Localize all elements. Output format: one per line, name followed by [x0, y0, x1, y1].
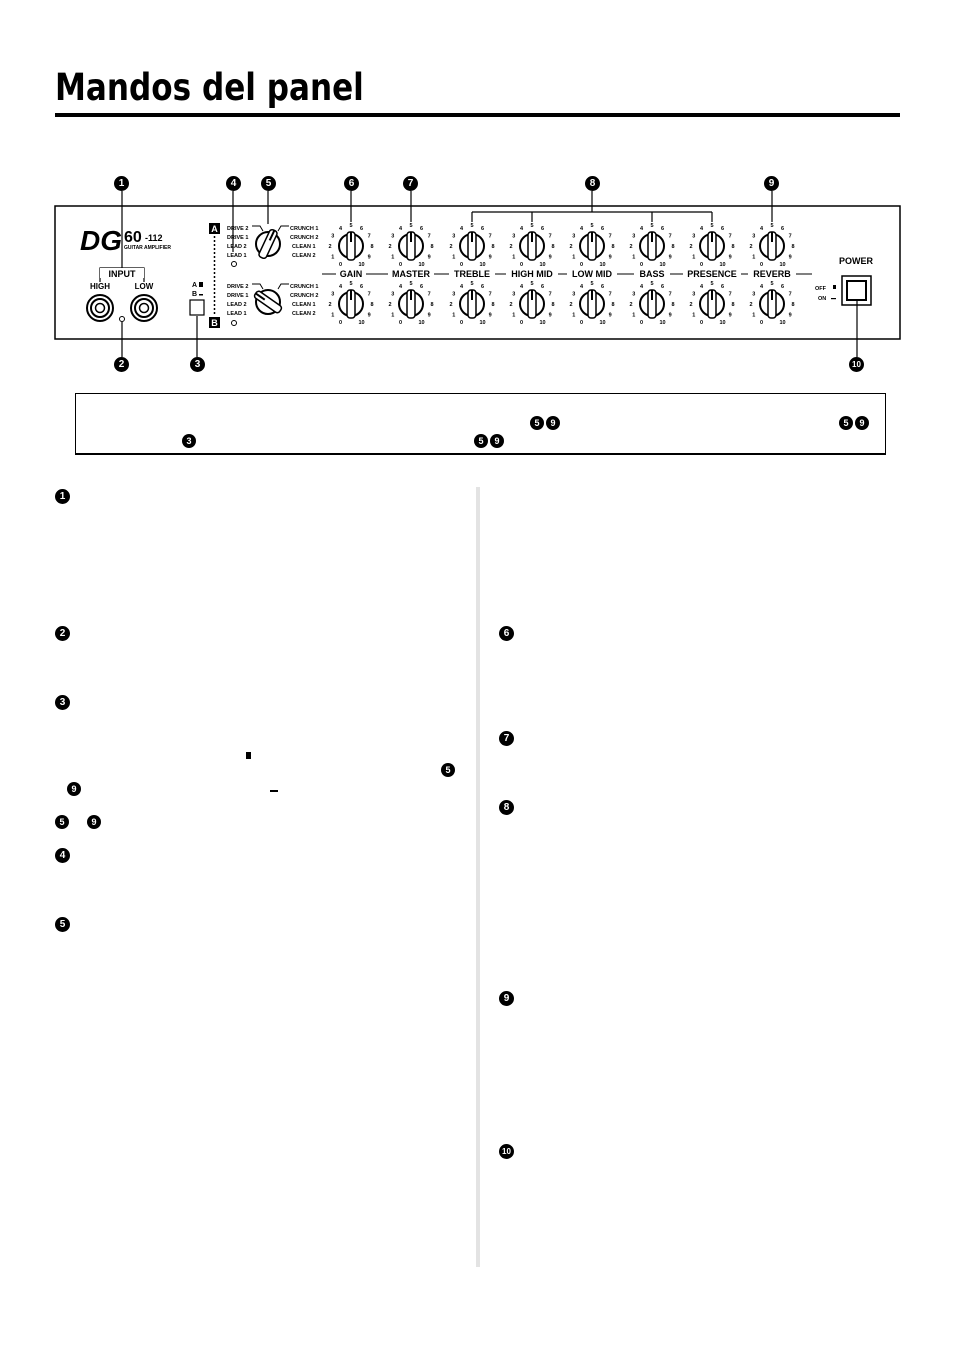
- knob-scale-number: 0: [699, 262, 704, 269]
- svg-text:PRESENCE: PRESENCE: [687, 269, 737, 279]
- mode-a-clean2: CLEAN 2: [292, 253, 316, 259]
- section-2-marker: 2: [55, 626, 70, 641]
- knob-scale-number: 6: [600, 283, 605, 290]
- knob-scale-number: 10: [479, 262, 486, 269]
- note-ref-5c: 5: [474, 434, 488, 448]
- mode-b-drive1: DRIVE 1: [227, 293, 249, 299]
- knob-scale-number: 0: [579, 262, 584, 269]
- knob-scale-number: 4: [579, 283, 584, 290]
- knob-scale-number: 2: [569, 244, 573, 250]
- note-ref-9a: 9: [546, 416, 560, 430]
- knob-scale-number: 0: [759, 320, 764, 327]
- knob-scale-number: 8: [430, 302, 434, 308]
- knob-scale-number: 0: [338, 320, 343, 327]
- knob-scale-number: 4: [639, 225, 644, 232]
- knob-scale-number: 4: [639, 283, 644, 290]
- knob-scale-number: 3: [512, 291, 516, 298]
- knob-label-low-mid: [567, 268, 617, 280]
- knob-scale-number: 5: [650, 223, 654, 229]
- callout-10-bottom: 10: [849, 357, 864, 372]
- knob-scale-number: 5: [590, 223, 594, 229]
- column-divider: [476, 487, 480, 1267]
- knob-scale-number: 3: [572, 291, 576, 298]
- knob-scale-number: 8: [791, 244, 795, 250]
- knob-scale-number: 7: [488, 291, 492, 298]
- knob-scale-number: 1: [692, 312, 696, 319]
- channel-b-badge: B: [211, 318, 218, 328]
- note-ref-9c: 9: [490, 434, 504, 448]
- knob-scale-number: 4: [398, 283, 403, 290]
- knob-scale-number: 1: [632, 312, 636, 319]
- knob-label-treble: [449, 268, 495, 280]
- knob-scale-number: 10: [779, 320, 786, 327]
- knob-scale-number: 2: [689, 302, 693, 308]
- knob-scale-number: 1: [572, 312, 576, 319]
- callout-2-bottom: 2: [114, 357, 129, 372]
- channel-a-led: [232, 262, 237, 267]
- knob-scale-number: 8: [731, 302, 735, 308]
- knob-scale-number: 8: [491, 302, 495, 308]
- knob-bottom-reverb[interactable]: [749, 281, 794, 326]
- knob-scale-number: 6: [359, 225, 364, 232]
- mode-b-lead1: LEAD 1: [227, 311, 247, 317]
- knob-scale-number: 5: [590, 281, 594, 287]
- knob-top-master[interactable]: [388, 223, 433, 268]
- knob-scale-number: 2: [388, 244, 392, 250]
- note-ref-3: 3: [182, 434, 196, 448]
- knob-scale-number: 10: [719, 262, 726, 269]
- knob-scale-number: 9: [548, 254, 552, 261]
- knob-top-presence[interactable]: [689, 223, 734, 268]
- knob-scale-number: 9: [608, 254, 612, 261]
- knob-scale-number: 9: [367, 312, 371, 319]
- knob-scale-number: 7: [548, 291, 552, 298]
- jack-high[interactable]: [87, 295, 113, 321]
- knob-scale-number: 2: [328, 302, 332, 308]
- inline-ref-9: 9: [67, 782, 81, 796]
- knob-scale-number: 10: [659, 262, 666, 269]
- mode-selector-a[interactable]: [256, 229, 280, 260]
- knob-scale-number: 5: [470, 281, 474, 287]
- knob-scale-number: 2: [449, 244, 453, 250]
- section-8-marker: 8: [499, 800, 514, 815]
- svg-text:LOW MID: LOW MID: [572, 269, 612, 279]
- knob-scale-number: 4: [338, 283, 343, 290]
- input-label: INPUT: [108, 269, 136, 279]
- callout-1-top: 1: [114, 176, 129, 191]
- knob-scale-number: 2: [509, 302, 513, 308]
- knob-scale-number: 8: [611, 244, 615, 250]
- knob-bottom-gain[interactable]: [328, 281, 373, 326]
- knob-scale-number: 8: [551, 302, 555, 308]
- callout-6-top: 6: [344, 176, 359, 191]
- mode-a-crunch1: CRUNCH 1: [290, 226, 319, 232]
- knob-scale-number: 2: [509, 244, 513, 250]
- knob-top-gain[interactable]: [328, 223, 373, 268]
- knob-scale-number: 4: [699, 283, 704, 290]
- knob-scale-number: 8: [791, 302, 795, 308]
- knob-scale-number: 0: [639, 320, 644, 327]
- knob-scale-number: 0: [398, 262, 403, 269]
- knob-top-bass[interactable]: [629, 223, 674, 268]
- knob-scale-number: 10: [539, 320, 546, 327]
- knob-scale-number: 6: [540, 283, 545, 290]
- knob-scale-number: 5: [349, 223, 353, 229]
- knob-scale-number: 0: [699, 320, 704, 327]
- mode-a-clean1: CLEAN 1: [292, 244, 316, 250]
- knob-scale-number: 9: [788, 312, 792, 319]
- knob-scale-number: 1: [391, 254, 395, 261]
- knob-scale-number: 7: [728, 233, 732, 240]
- input-led: [120, 317, 125, 322]
- note-ref-5b: 5: [839, 416, 853, 430]
- knob-scale-number: 5: [349, 281, 353, 287]
- knob-scale-number: 10: [418, 320, 425, 327]
- knob-scale-number: 5: [710, 223, 714, 229]
- switch-down-symbol: [270, 790, 278, 792]
- knob-scale-number: 3: [512, 233, 516, 240]
- svg-text:BASS: BASS: [639, 269, 665, 279]
- callout-7-top: 7: [403, 176, 418, 191]
- knob-scale-number: 0: [398, 320, 403, 327]
- mode-a-drive2: DRIVE 2: [227, 226, 249, 232]
- knob-scale-number: 4: [459, 225, 464, 232]
- mode-a-drive1: DRIVE 1: [227, 235, 249, 241]
- mode-b-clean1: CLEAN 1: [292, 302, 316, 308]
- svg-text:MASTER: MASTER: [392, 269, 430, 279]
- knob-scale-number: 4: [338, 225, 343, 232]
- knob-scale-number: 9: [728, 254, 732, 261]
- switch-b-label: B: [192, 291, 198, 298]
- knob-scale-number: 5: [470, 223, 474, 229]
- knob-scale-number: 7: [608, 233, 612, 240]
- knob-scale-number: 9: [608, 312, 612, 319]
- jack-high-label: HIGH: [90, 282, 110, 291]
- knob-scale-number: 5: [409, 281, 413, 287]
- section-9-marker: 9: [499, 991, 514, 1006]
- knob-scale-number: 8: [611, 302, 615, 308]
- knob-scale-number: 4: [579, 225, 584, 232]
- knob-label-reverb: [748, 268, 796, 280]
- knob-top-treble[interactable]: [449, 223, 494, 268]
- knob-scale-number: 3: [452, 291, 456, 298]
- knob-scale-number: 6: [419, 225, 424, 232]
- knob-scale-number: 6: [600, 225, 605, 232]
- knob-scale-number: 1: [692, 254, 696, 261]
- knob-scale-number: 7: [668, 233, 672, 240]
- knob-scale-number: 9: [488, 312, 492, 319]
- knob-scale-number: 1: [512, 254, 516, 261]
- knob-scale-number: 8: [671, 302, 675, 308]
- off-label: OFF: [815, 286, 826, 292]
- knob-scale-number: 6: [480, 225, 485, 232]
- knob-scale-number: 6: [359, 283, 364, 290]
- knob-scale-number: 9: [548, 312, 552, 319]
- knob-top-reverb[interactable]: [749, 223, 794, 268]
- knob-scale-number: 3: [331, 291, 335, 298]
- knob-bottom-treble[interactable]: [449, 281, 494, 326]
- note-ref-9b: 9: [855, 416, 869, 430]
- knob-scale-number: 8: [370, 302, 374, 308]
- svg-text:HIGH MID: HIGH MID: [511, 269, 553, 279]
- page-title: Mandos del panel: [55, 66, 364, 109]
- knob-scale-number: 3: [452, 233, 456, 240]
- channel-switch[interactable]: [190, 300, 204, 315]
- knob-scale-number: 10: [539, 262, 546, 269]
- knob-scale-number: 9: [488, 254, 492, 261]
- knob-scale-number: 10: [599, 320, 606, 327]
- knob-scale-number: 3: [692, 291, 696, 298]
- callout-5-top: 5: [261, 176, 276, 191]
- section-7-marker: 7: [499, 731, 514, 746]
- switch-up-symbol: [246, 752, 251, 759]
- knob-scale-number: 3: [391, 291, 395, 298]
- knob-scale-number: 0: [519, 320, 524, 327]
- knob-scale-number: 1: [752, 312, 756, 319]
- knob-scale-number: 0: [639, 262, 644, 269]
- channel-b-led: [232, 321, 237, 326]
- knob-scale-number: 7: [367, 233, 371, 240]
- logo-model: 60: [124, 229, 142, 246]
- logo-sub: GUITAR AMPLIFIER: [124, 245, 171, 251]
- knob-scale-number: 7: [427, 233, 431, 240]
- knob-scale-number: 5: [770, 281, 774, 287]
- knob-scale-number: 9: [367, 254, 371, 261]
- power-switch[interactable]: [842, 276, 871, 305]
- callout-8-top: 8: [585, 176, 600, 191]
- knob-scale-number: 2: [629, 244, 633, 250]
- knob-scale-number: 2: [388, 302, 392, 308]
- knob-scale-number: 10: [358, 320, 365, 327]
- inline-ref-9b: 9: [87, 815, 101, 829]
- section-10-marker: 10: [499, 1144, 514, 1159]
- knob-scale-number: 9: [427, 254, 431, 261]
- knob-scale-number: 1: [331, 312, 335, 319]
- mode-b-crunch1: CRUNCH 1: [290, 284, 319, 290]
- jack-low[interactable]: [131, 295, 157, 321]
- svg-text:GAIN: GAIN: [339, 269, 363, 279]
- knob-scale-number: 1: [572, 254, 576, 261]
- knob-scale-number: 6: [660, 283, 665, 290]
- svg-text:REVERB: REVERB: [753, 269, 791, 279]
- knob-scale-number: 1: [632, 254, 636, 261]
- knob-scale-number: 3: [391, 233, 395, 240]
- knob-scale-number: 10: [719, 320, 726, 327]
- section-6-marker: 6: [499, 626, 514, 641]
- note-ref-5a: 5: [530, 416, 544, 430]
- mode-selector-b[interactable]: [253, 290, 282, 314]
- knob-scale-number: 6: [780, 283, 785, 290]
- knob-top-low-mid[interactable]: [569, 223, 614, 268]
- knob-scale-number: 4: [519, 283, 524, 290]
- knob-scale-number: 0: [459, 262, 464, 269]
- knob-scale-number: 9: [427, 312, 431, 319]
- logo-dg: DG: [80, 225, 122, 256]
- mode-b-crunch2: CRUNCH 2: [290, 293, 319, 299]
- knob-label-high-mid: [506, 268, 558, 280]
- knob-bottom-master[interactable]: [388, 281, 433, 326]
- jack-low-label: LOW: [134, 282, 154, 291]
- knob-scale-number: 1: [331, 254, 335, 261]
- knob-scale-number: 2: [328, 244, 332, 250]
- svg-text:TREBLE: TREBLE: [454, 269, 490, 279]
- knob-scale-number: 3: [692, 233, 696, 240]
- knob-bottom-high-mid[interactable]: [509, 281, 554, 326]
- knob-scale-number: 3: [331, 233, 335, 240]
- knob-scale-number: 10: [659, 320, 666, 327]
- knob-scale-number: 7: [427, 291, 431, 298]
- knob-label-master: [388, 268, 434, 280]
- knob-scale-number: 9: [668, 254, 672, 261]
- knob-scale-number: 8: [551, 244, 555, 250]
- knob-scale-number: 7: [788, 233, 792, 240]
- mode-a-lead2: LEAD 2: [227, 244, 247, 250]
- knob-scale-number: 9: [668, 312, 672, 319]
- knob-scale-number: 5: [530, 281, 534, 287]
- knob-scale-number: 5: [409, 223, 413, 229]
- mode-a-crunch2: CRUNCH 2: [290, 235, 319, 241]
- section-1-marker: 1: [55, 489, 70, 504]
- knob-scale-number: 4: [459, 283, 464, 290]
- knob-scale-number: 6: [720, 283, 725, 290]
- section-3-marker: 3: [55, 695, 70, 710]
- knob-scale-number: 10: [479, 320, 486, 327]
- knob-bottom-low-mid[interactable]: [569, 281, 614, 326]
- section-4-marker: 4: [55, 848, 70, 863]
- knob-scale-number: 1: [752, 254, 756, 261]
- knob-scale-number: 1: [452, 254, 456, 261]
- knob-scale-number: 6: [540, 225, 545, 232]
- logo-suffix: -112: [145, 233, 163, 243]
- knob-scale-number: 0: [759, 262, 764, 269]
- inline-ref-5b: 5: [55, 815, 69, 829]
- knob-scale-number: 5: [710, 281, 714, 287]
- knob-scale-number: 6: [780, 225, 785, 232]
- switch-a-label: A: [192, 282, 198, 289]
- inline-ref-5: 5: [441, 763, 455, 777]
- knob-scale-number: 7: [788, 291, 792, 298]
- knob-scale-number: 7: [367, 291, 371, 298]
- on-label: ON: [818, 296, 827, 302]
- knob-scale-number: 10: [358, 262, 365, 269]
- knob-scale-number: 2: [629, 302, 633, 308]
- mode-b-lead2: LEAD 2: [227, 302, 247, 308]
- knob-scale-number: 10: [779, 262, 786, 269]
- knob-scale-number: 3: [632, 291, 636, 298]
- knob-scale-number: 6: [660, 225, 665, 232]
- knob-scale-number: 5: [770, 223, 774, 229]
- knob-top-high-mid[interactable]: [509, 223, 554, 268]
- knob-scale-number: 1: [452, 312, 456, 319]
- knob-scale-number: 4: [398, 225, 403, 232]
- knob-scale-number: 0: [579, 320, 584, 327]
- knob-scale-number: 5: [530, 223, 534, 229]
- knob-scale-number: 8: [430, 244, 434, 250]
- knob-label-presence: [683, 268, 741, 280]
- knob-scale-number: 8: [731, 244, 735, 250]
- knob-scale-number: 1: [512, 312, 516, 319]
- knob-scale-number: 6: [720, 225, 725, 232]
- power-label: POWER: [838, 256, 874, 266]
- knob-scale-number: 4: [519, 225, 524, 232]
- knob-scale-number: 0: [519, 262, 524, 269]
- knob-bottom-bass[interactable]: [629, 281, 674, 326]
- mode-b-drive2: DRIVE 2: [227, 284, 249, 290]
- knob-scale-number: 8: [671, 244, 675, 250]
- knob-scale-number: 2: [749, 244, 753, 250]
- callout-9-top: 9: [764, 176, 779, 191]
- knob-scale-number: 7: [488, 233, 492, 240]
- knob-scale-number: 7: [548, 233, 552, 240]
- knob-scale-number: 3: [752, 233, 756, 240]
- knob-scale-number: 4: [759, 225, 764, 232]
- knob-scale-number: 8: [491, 244, 495, 250]
- knob-scale-number: 1: [391, 312, 395, 319]
- note-box: [75, 393, 886, 455]
- callout-4-top: 4: [226, 176, 241, 191]
- knob-scale-number: 4: [759, 283, 764, 290]
- knob-scale-number: 10: [599, 262, 606, 269]
- knob-scale-number: 3: [752, 291, 756, 298]
- mode-b-clean2: CLEAN 2: [292, 311, 316, 317]
- section-5-marker: 5: [55, 917, 70, 932]
- knob-bottom-presence[interactable]: [689, 281, 734, 326]
- channel-a-badge: A: [211, 224, 218, 234]
- knob-scale-number: 7: [608, 291, 612, 298]
- knob-scale-number: 3: [572, 233, 576, 240]
- knob-scale-number: 2: [689, 244, 693, 250]
- knob-scale-number: 10: [418, 262, 425, 269]
- knob-scale-number: 3: [632, 233, 636, 240]
- knob-label-bass: [634, 268, 670, 280]
- knob-scale-number: 9: [788, 254, 792, 261]
- knob-scale-number: 9: [728, 312, 732, 319]
- knob-scale-number: 0: [459, 320, 464, 327]
- front-panel-diagram: [0, 0, 954, 400]
- knob-label-gain: [336, 268, 366, 280]
- knob-scale-number: 2: [749, 302, 753, 308]
- mode-a-lead1: LEAD 1: [227, 253, 247, 259]
- knob-scale-number: 6: [480, 283, 485, 290]
- knob-scale-number: 5: [650, 281, 654, 287]
- knob-scale-number: 6: [419, 283, 424, 290]
- knob-scale-number: 7: [728, 291, 732, 298]
- knob-scale-number: 0: [338, 262, 343, 269]
- knob-scale-number: 7: [668, 291, 672, 298]
- callout-3-bottom: 3: [190, 357, 205, 372]
- knob-scale-number: 4: [699, 225, 704, 232]
- knob-scale-number: 2: [569, 302, 573, 308]
- knob-scale-number: 2: [449, 302, 453, 308]
- knob-scale-number: 8: [370, 244, 374, 250]
